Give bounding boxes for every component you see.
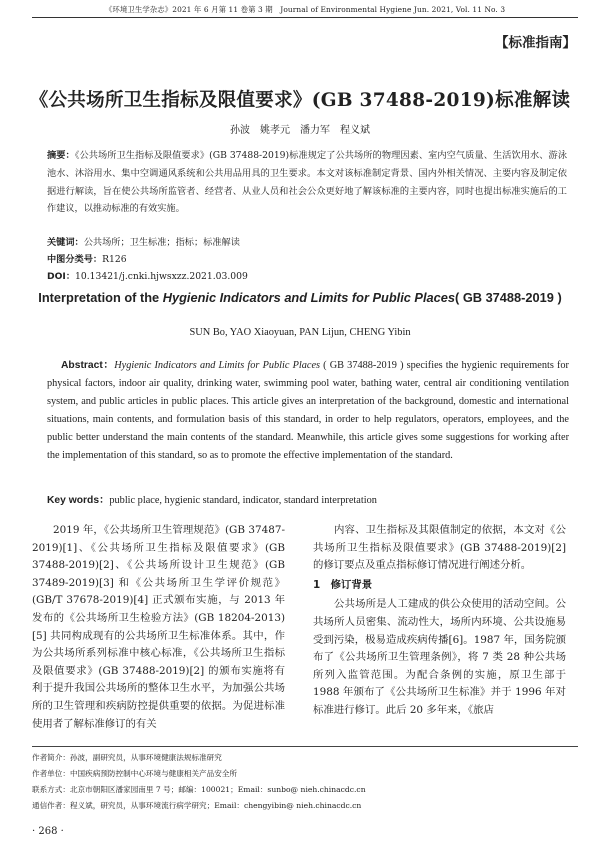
en-keywords-label: Key words： — [47, 495, 110, 506]
chinese-abstract — [47, 147, 567, 218]
en-title-italic: Hygienic Indicators and Limits for Public Places — [162, 290, 455, 305]
page-number: · 268 · — [32, 826, 64, 837]
clc-text: R126 — [102, 254, 127, 265]
footnote-affiliation: 作者单位：中国疾病预防控制中心环境与健康相关产品安全所 — [32, 769, 238, 778]
keywords-label: 关键词： — [47, 237, 84, 248]
footnote-rule — [32, 746, 578, 747]
footnote-author-bio: 作者简介：孙波，副研究员，从事环境健康法规标准研究 — [32, 753, 222, 762]
doi — [47, 268, 567, 282]
body-paragraph: 内容、卫生指标及其限值制定的依据，本文对《公共场所卫生指标及限值要求》(GB 37488-2019)[2] 的修订要点及重点指标修订情况进行阐述分析。 — [313, 524, 566, 572]
authors-cn: 孙波 姚孝元 潘力军 程义斌 — [230, 125, 370, 136]
article-title: 《公共场所卫生指标及限值要求》(GB 37488-2019)标准解读 — [29, 90, 571, 111]
doi-label: DOI： — [47, 271, 76, 282]
body-column-left — [32, 522, 285, 733]
keywords-text: 公共场所；卫生标准；指标；标准解读 — [83, 237, 240, 248]
en-title-tail: ( GB 37488-2019 ) — [455, 290, 562, 305]
footnote-corresponding: 通信作者：程义斌，研究员，从事环境流行病学研究；Email：chengyibin@ nieh.chinacdc.cn — [32, 801, 362, 810]
footnote-contact: 联系方式：北京市朝阳区潘家园南里 7 号；邮编：100021；Email：sunbo@ nieh.chinacdc.cn — [32, 785, 366, 794]
running-header: 《环境卫生学杂志》2021 年 6 月第 11 卷第 3 期 Journal of Environmental Hygiene Jun. 2021, Vol. 11 No. 3 — [104, 5, 506, 14]
en-keywords-text: public place, hygienic standard, indicator, standard interpretation — [109, 495, 377, 506]
english-abstract — [47, 357, 569, 464]
clc-label: 中图分类号： — [47, 254, 103, 265]
body-paragraph: 2019 年，《公共场所卫生管理规范》(GB 37487-2019)[1]、《公共场所卫生指标及限值要求》(GB 37488-2019)[2]、《公共场所设计卫生规范》(GB 37489-2019)[3] 和《公共场所卫生学评价规范》(GB/T 37678-2019)[4] 正式颁布实施，与 2013 年发布的《公共场所卫生检验方法》(GB 18204-2013)[5] 共同构成现有的公共场所卫生标准体系。其中，作为公共场所系列标准中核心标准，《公共场所卫生指标及限值要求》(GB 37488-2019)[2] 的颁布实施将有利于提升我国公共场所的整体卫生水平，为加强公共场所的卫生管理和疾病防控提供重要的依据。为促进标准使用者了解标准修订的有关 — [32, 524, 285, 730]
keywords-cn — [47, 234, 567, 248]
section-tag: 【标准指南】 — [495, 35, 576, 51]
en-abstract-italic: Hygienic Indicators and Limits for Public Places — [114, 360, 321, 371]
clc-number — [47, 251, 567, 265]
doi-text: 10.13421/j.cnki.hjwsxzz.2021.03.009 — [75, 271, 248, 282]
abstract-label: 摘要： — [47, 150, 75, 161]
english-title — [0, 290, 600, 305]
en-abstract-text: ( GB 37488-2019 ) specifies the hygienic requirements for physical factors, indoor air quality, drinking water, swimming pool water, bathing water, central air conditioning ventilation system, and public articles in public places. This article gives an interpretation of the background, domestic and international situations, main contents, and formulation basis of this standard, in order to help regulators, operators, employees, and the public better understand the main contents of the standard. Meanwhile, this article gives some suggestions for working after the implementation of this standard, so as to promote the effective implementation of the standard. — [47, 360, 569, 461]
body-column-right — [313, 522, 566, 720]
section-heading: 1 修订背景 — [313, 578, 373, 591]
header-rule — [32, 17, 578, 18]
english-keywords — [47, 491, 569, 506]
authors-en: SUN Bo, YAO Xiaoyuan, PAN Lijun, CHENG Yibin — [189, 327, 411, 338]
abstract-text: 《公共场所卫生指标及限值要求》(GB 37488-2019)标准规定了公共场所的物理因素、室内空气质量、生活饮用水、游泳池水、沐浴用水、集中空调通风系统和公共用品用具的卫生要求。本文对该标准制定背景、国内外相关情况、主要内容及制定依据进行解读，旨在使公共场所监管者、经营者、从业人员和社会公众更好地了解该标准的主要内容，同时也提出标准实施后的工作建议，以推动标准的有效实施。 — [47, 150, 568, 215]
body-paragraph: 公共场所是人工建成的供公众使用的活动空间。公共场所人员密集、流动性大，场所内环境、公共设施易受到污染，极易造成疾病传播[6]。1987 年，国务院颁布了《公共场所卫生管理条例》，将 7 类 28 种公共场所列入监管范围。为配合条例的实施，原卫生部于 1988 年颁布了《公共场所卫生标准》并于 1996 年对标准进行修订。此后 20 多年来，《旅店 — [313, 598, 566, 716]
en-title-lead: Interpretation of the — [38, 290, 163, 305]
en-abstract-label: Abstract： — [61, 360, 115, 371]
